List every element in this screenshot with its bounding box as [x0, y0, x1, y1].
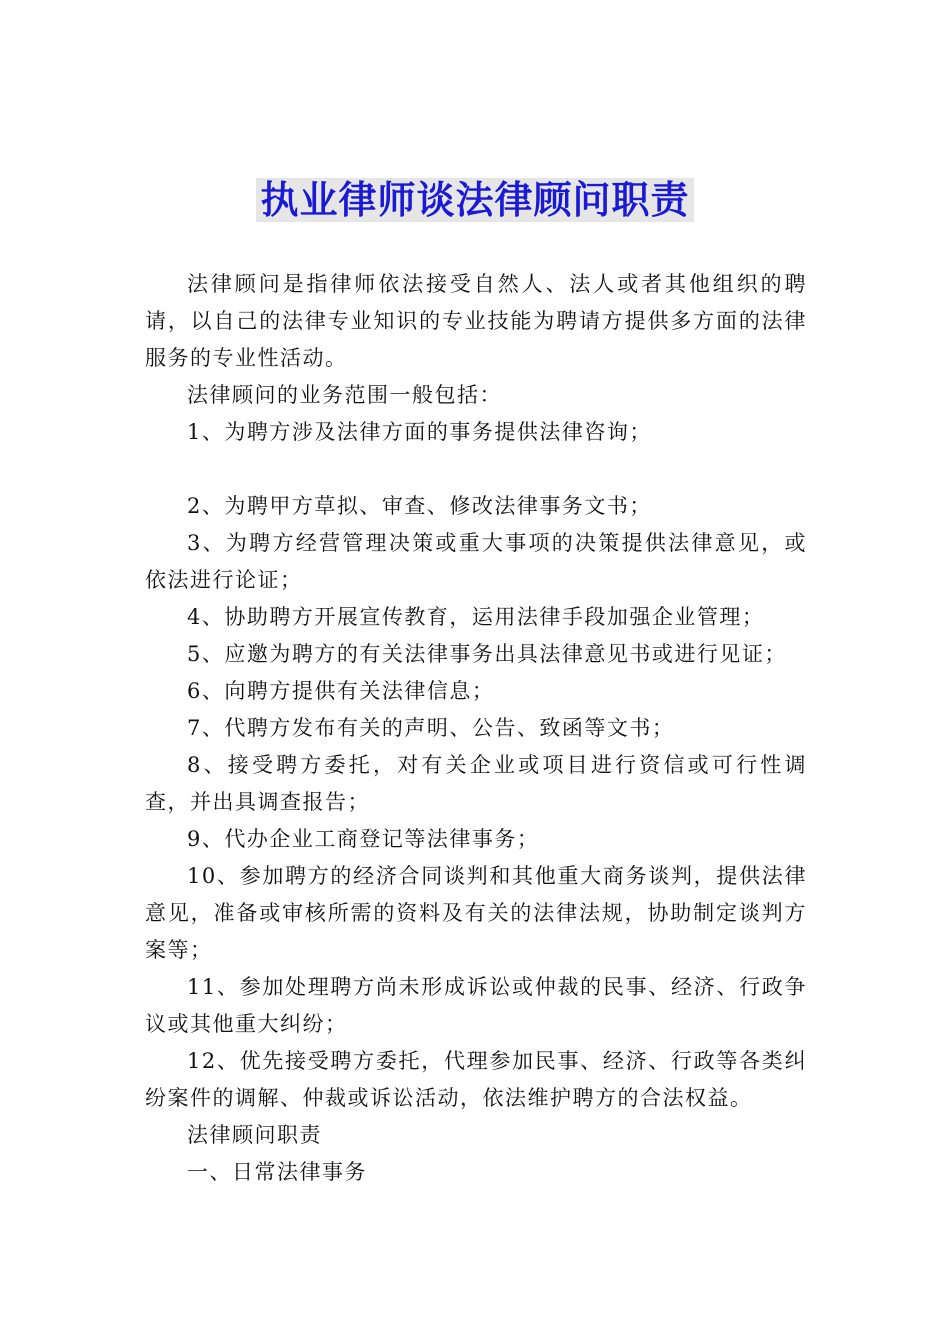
list-item-4: 4、协助聘方开展宣传教育，运用法律手段加强企业管理；	[187, 605, 765, 629]
list-item-3: 3、为聘方经营管理决策或重大事项的决策提供法律意见，或依法进行论证；	[145, 531, 807, 592]
document-title	[0, 172, 950, 228]
list-item-9: 9、代办企业工商登记等法律事务；	[187, 827, 540, 851]
list-item-2: 2、为聘甲方草拟、审查、修改法律事务文书；	[187, 494, 652, 518]
list-item-6: 6、向聘方提供有关法律信息；	[187, 679, 495, 703]
list-item-12: 12、优先接受聘方委托，代理参加民事、经济、行政等各类纠纷案件的调解、仲裁或诉讼活动，依法维护聘方的合法权益。	[145, 1049, 807, 1110]
blank-line	[145, 451, 807, 488]
list-item-11: 11、参加处理聘方尚未形成诉讼或仲裁的民事、经济、行政争议或其他重大纠纷；	[145, 975, 807, 1036]
list-item-7: 7、代聘方发布有关的声明、公告、致函等文书；	[187, 716, 675, 740]
document-title-text: 执业律师谈法律顾问职责	[256, 178, 693, 222]
list-item-1: 1、为聘方涉及法律方面的事务提供法律咨询；	[187, 420, 652, 444]
section-heading-duties: 法律顾问职责	[187, 1123, 322, 1147]
paragraph-intro: 法律顾问是指律师依法接受自然人、法人或者其他组织的聘请，以自己的法律专业知识的专业技能为聘请方提供多方面的法律服务的专业性活动。	[145, 272, 807, 370]
list-item-8: 8、接受聘方委托，对有关企业或项目进行资信或可行性调查，并出具调查报告；	[145, 753, 807, 814]
list-item-10: 10、参加聘方的经济合同谈判和其他重大商务谈判，提供法律意见，准备或审核所需的资料及有关的法律法规，协助制定谈判方案等；	[145, 864, 807, 962]
document-body	[145, 266, 807, 1191]
list-item-5: 5、应邀为聘方的有关法律事务出具法律意见书或进行见证；	[187, 642, 787, 666]
subsection-heading-daily: 一、日常法律事务	[187, 1160, 367, 1184]
paragraph-scope-heading: 法律顾问的业务范围一般包括：	[187, 383, 502, 407]
